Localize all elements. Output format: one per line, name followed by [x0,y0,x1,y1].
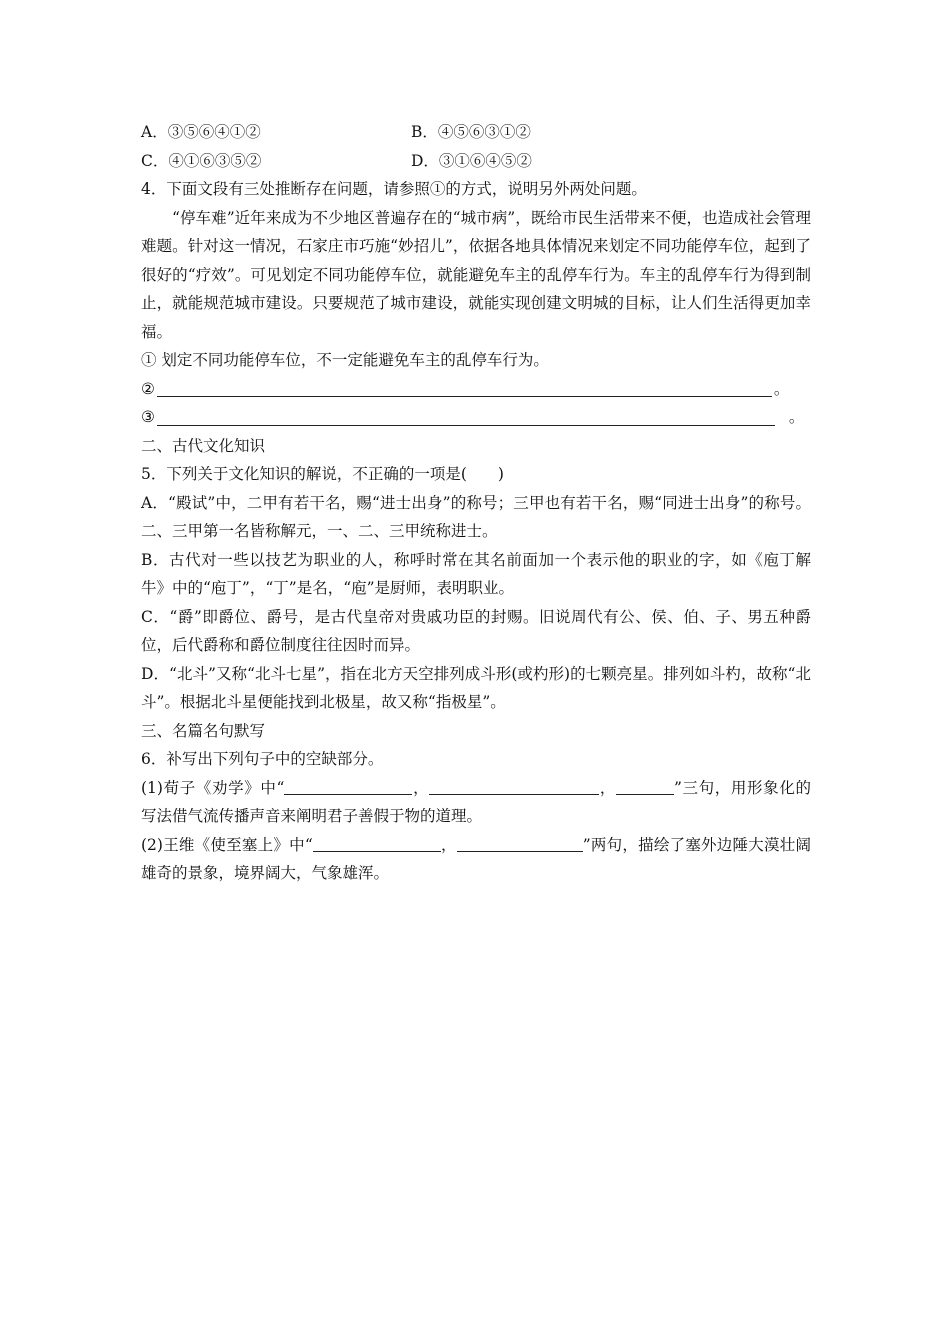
q3-option-a: A．③⑤⑥④①② [141,123,261,141]
section-3-heading: 三、名篇名句默写 [141,721,266,740]
q4-answer-line-3 [141,403,811,432]
answer-2-end: 。 [773,379,790,398]
q4-passage: “停车难”近年来成为不少地区普遍存在的“城市病”，既给市民生活带来不便，也造成社会管理难题。针对这一情况，石家庄市巧施“妙招儿”，依据各地具体情况来划定不同功能停车位，起到了很好的“疗效”。可见划定不同功能停车位，就能避免车主的乱停车行为。车主的乱停车行为得到制止，就能规范城市建设。只要规范了城市建设，就能实现创建文明城的目标，让人们生活得更加幸福。 [141,208,811,341]
q3-option-b: B．④⑤⑥③①② [411,123,531,141]
q6-part-1-comma-1: ， [412,778,430,797]
q3-option-c: C．④①⑥③⑤② [141,151,262,170]
answer-2-blank[interactable] [157,378,772,397]
q5-option-a: A．“殿试”中，二甲有若干名，赐“进士出身”的称号；三甲也有若干名，赐“同进士出身”的称号。二、三甲第一名皆称解元，一、二、三甲统称进士。 [141,493,811,540]
q5-option-c: C．“爵”即爵位、爵号，是古代皇帝对贵戚功臣的封赐。旧说周代有公、侯、伯、子、男五种爵位，后代爵称和爵位制度往往因时而异。 [141,607,811,654]
q6-part-2-blank-2[interactable] [457,835,583,852]
q3-options-row-1 [141,118,811,147]
q6-part-2-start: (2)王维《使至塞上》中“ [141,835,313,854]
q6-part-1-blank-1[interactable] [284,778,412,795]
q6-stem: 6．补写出下列句子中的空缺部分。 [141,750,384,768]
q5-option-d: D．“北斗”又称“北斗七星”，指在北方天空排列成斗形(或杓形)的七颗亮星。排列如斗杓，故称“北斗”。根据北斗星便能找到北极星，故又称“指极星”。 [141,664,811,711]
q6-part-1-blank-3[interactable] [616,778,674,795]
q6-part-2-end: ”两句，描绘了塞外边陲大漠壮阔雄奇的景象，境界阔大，气象雄浑。 [141,835,811,882]
answer-2-number: ② [141,379,155,398]
q3-option-d: D．③①⑥④⑤② [411,151,532,170]
q3-options-row-2 [141,147,811,176]
q5-option-b: B．古代对一些以技艺为职业的人，称呼时常在其名前面加一个表示他的职业的字，如《庖丁解牛》中的“庖丁”，“丁”是名，“庖”是厨师，表明职业。 [141,550,811,597]
q6-part-2 [141,831,811,888]
answer-3-number: ③ [141,408,155,426]
q6-part-1-comma-2: ， [599,778,616,797]
q6-part-1-start: (1)荀子《劝学》中“ [141,778,285,797]
worksheet-page [141,118,811,888]
q6-part-1 [141,774,811,831]
q5-stem: 5．下列关于文化知识的解说，不正确的一项是( ) [141,465,504,483]
q4-stem: 4．下面文段有三处推断存在问题，请参照①的方式，说明另外两处问题。 [141,180,647,198]
answer-3-blank[interactable] [157,407,775,426]
q6-part-1-end: ”三句，用形象化的写法借气流传播声音来阐明君子善假于物的道理。 [141,778,811,825]
q6-part-2-comma: ， [440,835,457,854]
section-2-heading: 二、古代文化知识 [141,436,266,455]
q6-part-2-blank-1[interactable] [313,835,441,852]
q6-part-1-blank-2[interactable] [429,778,599,795]
q4-example-answer: ① 划定不同功能停车位，不一定能避免车主的乱停车行为。 [141,351,549,369]
q4-answer-line-2 [141,375,811,404]
answer-3-end: 。 [788,408,805,426]
